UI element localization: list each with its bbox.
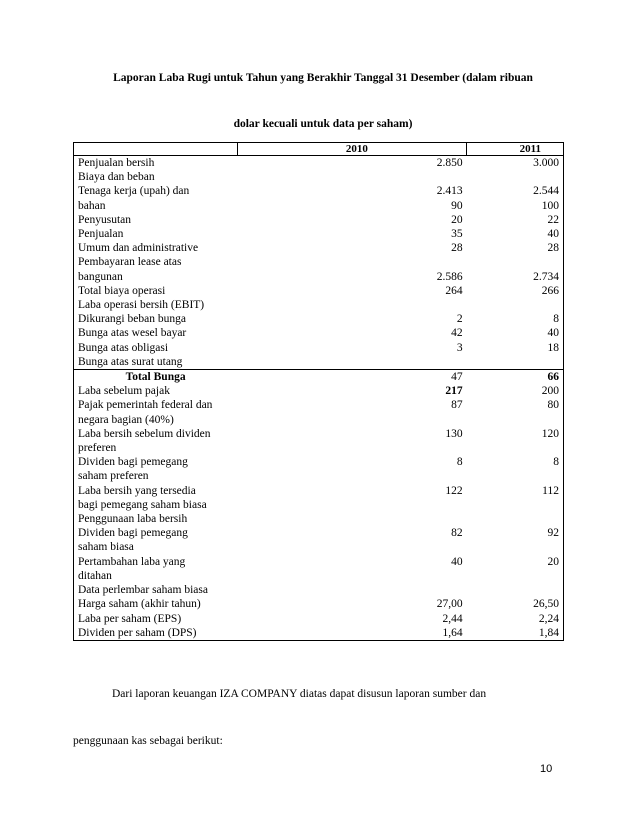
- value-2011: [467, 355, 564, 370]
- value-2011: 1,84: [467, 626, 564, 641]
- row-label: Laba bersih yang tersedia: [74, 484, 238, 498]
- table-row: [74, 441, 564, 455]
- value-2010: [237, 441, 466, 455]
- value-2010: [237, 255, 466, 269]
- value-2010: 3: [456, 341, 463, 354]
- value-2011: 200: [467, 384, 564, 398]
- value-2010: 27,00: [436, 598, 463, 611]
- value-2010: 2.850: [436, 157, 463, 169]
- value-2011: [467, 255, 564, 269]
- row-label: Dikurangi beban bunga: [74, 312, 238, 326]
- value-2010: [237, 512, 466, 526]
- table-row: [74, 569, 564, 583]
- value-2010: [237, 170, 466, 184]
- header-label: [74, 143, 238, 156]
- value-2011: [467, 441, 564, 455]
- income-statement-table: [73, 142, 564, 641]
- row-label: negara bagian (40%): [74, 413, 238, 427]
- value-2011: [467, 583, 564, 597]
- value-2011: 8: [467, 312, 564, 326]
- table-row: [74, 298, 564, 312]
- value-2011: 92: [467, 526, 564, 540]
- row-label: Total Bunga: [74, 370, 238, 385]
- table-row: [74, 555, 564, 569]
- row-label: Pajak pemerintah federal dan: [74, 398, 238, 412]
- table-row: [74, 413, 564, 427]
- report-title-line2: dolar kecuali untuk data per saham): [233, 118, 413, 130]
- table-row: [74, 484, 564, 498]
- value-2011: 100: [467, 199, 564, 213]
- value-2011: 20: [467, 555, 564, 569]
- value-2010: 2,44: [442, 612, 463, 625]
- value-2011: 66: [467, 370, 564, 385]
- value-2011: [467, 569, 564, 583]
- table-row: [74, 170, 564, 184]
- table-row: [74, 184, 564, 198]
- table-row: [74, 512, 564, 526]
- row-label: Dividen bagi pemegang: [74, 455, 238, 469]
- value-2010: 2: [456, 313, 463, 326]
- value-2011: 120: [467, 427, 564, 441]
- value-2011: 26,50: [467, 597, 564, 611]
- row-label: Data perlembar saham biasa: [74, 583, 238, 597]
- row-label: Tenaga kerja (upah) dan: [74, 184, 238, 198]
- row-label: Dividen per saham (DPS): [74, 626, 238, 641]
- table-row: [74, 156, 564, 171]
- value-2010: 20: [451, 213, 463, 226]
- value-2010: 2.413: [436, 185, 463, 198]
- value-2011: [467, 298, 564, 312]
- row-label: ditahan: [74, 569, 238, 583]
- value-2011: 80: [467, 398, 564, 412]
- row-label: Total biaya operasi: [74, 284, 238, 298]
- table-row: [74, 241, 564, 255]
- row-label: Laba per saham (EPS): [74, 612, 238, 626]
- value-2010: 87: [451, 399, 463, 412]
- value-2011: [467, 469, 564, 483]
- table-row: [74, 540, 564, 554]
- value-2011: 40: [467, 326, 564, 340]
- table-row: [74, 370, 564, 385]
- table-row: [74, 427, 564, 441]
- table-row: [74, 341, 564, 355]
- row-label: Pertambahan laba yang: [74, 555, 238, 569]
- value-2010: 35: [451, 228, 463, 241]
- value-2011: 22: [467, 213, 564, 227]
- value-2010: 264: [445, 284, 463, 297]
- value-2010: [237, 469, 466, 483]
- row-label: Biaya dan beban: [74, 170, 238, 184]
- row-label: Laba sebelum pajak: [74, 384, 238, 398]
- value-2011: 2.544: [467, 184, 564, 198]
- value-2011: 8: [467, 455, 564, 469]
- paragraph-line1: Dari laporan keuangan IZA COMPANY diatas dapat disusun laporan sumber dan: [112, 688, 487, 700]
- value-2010: 82: [451, 527, 463, 540]
- value-2010: 28: [451, 242, 463, 255]
- row-label: saham preferen: [74, 469, 238, 483]
- row-label: bangunan: [74, 270, 238, 284]
- table-row: [74, 526, 564, 540]
- value-2010: [237, 498, 466, 512]
- value-2011: 18: [467, 341, 564, 355]
- value-2011: 112: [467, 484, 564, 498]
- value-2011: 40: [467, 227, 564, 241]
- value-2010: 217: [445, 385, 463, 398]
- value-2011: [467, 540, 564, 554]
- row-label: Umum dan administrative: [74, 241, 238, 255]
- value-2010: 47: [237, 370, 466, 385]
- value-2010: [237, 355, 466, 370]
- table-row: [74, 498, 564, 512]
- row-label: Pembayaran lease atas: [74, 255, 238, 269]
- table-row: [74, 213, 564, 227]
- value-2010: 40: [451, 555, 463, 568]
- row-label: bahan: [74, 199, 238, 213]
- row-label: preferen: [74, 441, 238, 455]
- table-row: [74, 270, 564, 284]
- table-row: [74, 626, 564, 641]
- value-2010: [237, 583, 466, 597]
- value-2010: [237, 540, 466, 554]
- table-body: [74, 143, 564, 641]
- value-2011: [467, 498, 564, 512]
- table-row: [74, 384, 564, 398]
- value-2011: [467, 413, 564, 427]
- value-2010: 130: [445, 427, 463, 440]
- page-number: 10: [540, 763, 553, 775]
- report-title-line1: Laporan Laba Rugi untuk Tahun yang Berakhir Tanggal 31 Desember (dalam ribuan: [113, 72, 533, 84]
- paragraph-line2: penggunaan kas sebagai berikut:: [73, 735, 223, 747]
- row-label: Bunga atas wesel bayar: [74, 326, 238, 340]
- value-2011: 3.000: [467, 156, 564, 171]
- table-row: [74, 255, 564, 269]
- table-row: [74, 583, 564, 597]
- row-label: Bunga atas obligasi: [74, 341, 238, 355]
- table-row: [74, 597, 564, 611]
- header-year-2010: 2010: [237, 143, 466, 156]
- value-2010: [237, 413, 466, 427]
- value-2011: [467, 170, 564, 184]
- header-year-2011: 2011: [467, 143, 564, 156]
- row-label: Laba bersih sebelum dividen: [74, 427, 238, 441]
- row-label: Penjualan bersih: [74, 156, 238, 171]
- row-label: Bunga atas surat utang: [74, 355, 238, 370]
- table-row: [74, 199, 564, 213]
- row-label: Penjualan: [74, 227, 238, 241]
- row-label: Laba operasi bersih (EBIT): [74, 298, 238, 312]
- value-2010: 1,64: [237, 626, 466, 641]
- value-2010: [237, 569, 466, 583]
- row-label: Harga saham (akhir tahun): [74, 597, 238, 611]
- value-2010: 8: [456, 456, 463, 469]
- table-row: [74, 312, 564, 326]
- row-label: Penyusutan: [74, 213, 238, 227]
- table-row: [74, 455, 564, 469]
- table-row: [74, 326, 564, 340]
- table-row: [74, 469, 564, 483]
- value-2011: [467, 512, 564, 526]
- value-2010: 2.586: [436, 270, 463, 283]
- table-row: [74, 612, 564, 626]
- row-label: bagi pemegang saham biasa: [74, 498, 238, 512]
- row-label: Dividen bagi pemegang: [74, 526, 238, 540]
- row-label: saham biasa: [74, 540, 238, 554]
- row-label: Penggunaan laba bersih: [74, 512, 238, 526]
- table-header-row: [74, 143, 564, 156]
- table-row: [74, 398, 564, 412]
- table-row: [74, 284, 564, 298]
- value-2010: 122: [445, 484, 463, 497]
- value-2010: [237, 298, 466, 312]
- value-2011: 2,24: [467, 612, 564, 626]
- value-2011: 266: [467, 284, 564, 298]
- value-2010: 42: [451, 327, 463, 340]
- value-2010: 90: [451, 199, 463, 212]
- value-2011: 2.734: [467, 270, 564, 284]
- table-row: [74, 227, 564, 241]
- table-row: [74, 355, 564, 370]
- value-2011: 28: [467, 241, 564, 255]
